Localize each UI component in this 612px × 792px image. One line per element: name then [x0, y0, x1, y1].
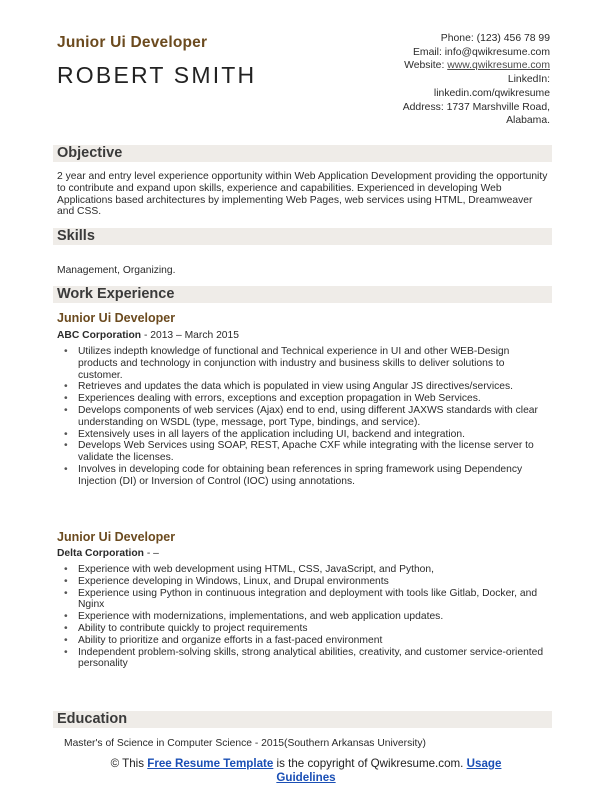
- job-2-company: Delta Corporation: [57, 548, 144, 559]
- list-item: • Independent problem-solving skills, strong analytical abilities, creativity, and customer service-oriented personality: [64, 647, 550, 671]
- list-item: • Develops Web Services using SOAP, REST, Apache CXF while integrating with the license server to validate the licenses.: [64, 440, 550, 464]
- work-heading: Work Experience: [57, 286, 175, 302]
- contact-address: Address: 1737 Marshville Road,: [402, 101, 550, 113]
- footer-copyright: [0, 757, 612, 785]
- contact-linkedin-value: linkedin.com/qwikresume: [433, 87, 550, 99]
- job-2-dates: - –: [143, 548, 159, 559]
- education-text: Master's of Science in Computer Science - 2015(Southern Arkansas University): [64, 738, 426, 749]
- objective-section-bar: [53, 145, 552, 162]
- skills-section-bar: [53, 228, 552, 245]
- list-item: • Involves in developing code for obtaining bean references in spring framework using Dependency Injection (DI) or Inversion of Control (IOC) using annotations.: [64, 464, 550, 488]
- contact-address-2: Alabama.: [506, 115, 550, 127]
- list-item: • Ability to prioritize and organize efforts in a fast-paced environment: [64, 635, 550, 647]
- list-item: • Experiences dealing with errors, exceptions and exception propagation in Web Services.: [64, 393, 550, 405]
- list-item: • Experience developing in Windows, Linux, and Drupal environments: [64, 576, 550, 588]
- list-item: • Experience using Python in continuous integration and deployment with tools like Gitlab, Docker, and Nginx: [64, 588, 550, 612]
- job-2-title: Junior Ui Developer: [57, 530, 176, 544]
- job-2-bullets: [64, 564, 550, 670]
- header: [57, 34, 256, 89]
- website-label: Website:: [404, 60, 448, 72]
- education-heading: Education: [57, 711, 128, 727]
- footer-middle: is the copyright of Qwikresume.com.: [273, 757, 467, 770]
- contact-phone: Phone: (123) 456 78 99: [440, 33, 550, 44]
- job-2-company-line: [57, 548, 159, 559]
- job-1-company: ABC Corporation: [57, 330, 142, 341]
- skills-text: Management, Organizing.: [57, 265, 176, 276]
- list-item: • Experience with modernizations, implementations, and web application updates.: [64, 611, 550, 623]
- list-item: • Retrieves and updates the data which is populated in view using Angular JS directives/services.: [64, 381, 550, 393]
- objective-text: 2 year and entry level experience opportunity within Web Application Development providing the opportunity to contribute and expand upon skills, experience and capabilities. Experienced in developing Web Applications based architectures by implementing Web Pages, web services using HTML, Dreamweaver and CSS.: [57, 171, 548, 218]
- usage-link[interactable]: Usage: [466, 757, 502, 770]
- job-1-company-line: [57, 330, 239, 341]
- job-title: Junior Ui Developer: [57, 34, 208, 51]
- contact-website: [403, 59, 550, 73]
- list-item: • Experience with web development using HTML, CSS, JavaScript, and Python,: [64, 564, 550, 576]
- contact-linkedin-label: LinkedIn:: [507, 74, 550, 86]
- job-1-dates: - 2013 – March 2015: [141, 330, 239, 341]
- skills-heading: Skills: [57, 228, 95, 244]
- job-1-bullets: [64, 346, 550, 488]
- list-item: • Extensively uses in all layers of the application including UI, backend and integration.: [64, 429, 550, 441]
- contact-email: Email: info@qwikresume.com: [412, 46, 550, 58]
- candidate-name: ROBERT SMITH: [57, 62, 257, 88]
- guidelines-link[interactable]: Guidelines: [276, 771, 336, 784]
- education-section-bar: [53, 711, 552, 728]
- list-item: • Develops components of web services (Ajax) end to end, using different JAXWS standards with clear understanding on WSDL (type, message, port Type, bindings, and service).: [64, 405, 550, 429]
- free-resume-template-link[interactable]: Free Resume Template: [147, 757, 274, 770]
- footer-prefix: © This: [110, 757, 148, 770]
- contact-block: [403, 32, 550, 128]
- website-link[interactable]: www.qwikresume.com: [447, 60, 550, 72]
- objective-heading: Objective: [57, 145, 123, 161]
- job-1-title: Junior Ui Developer: [57, 311, 176, 325]
- list-item: • Ability to contribute quickly to project requirements: [64, 623, 550, 635]
- list-item: • Utilizes indepth knowledge of functional and Technical experience in UI and other WEB-Design products and technology in conjunction with industry and business skills to deliver solutions to customer.: [64, 346, 550, 381]
